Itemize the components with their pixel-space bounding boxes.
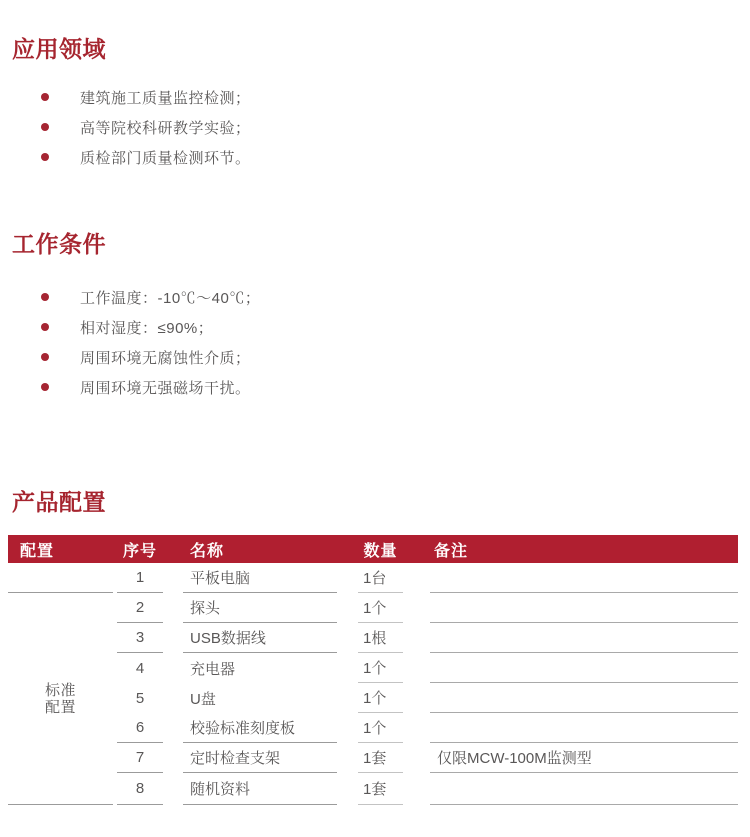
index-cell: 4: [135, 659, 145, 677]
name-cell: 校验标准刻度板: [183, 713, 337, 743]
table-row: [8, 563, 738, 593]
note-cell: [430, 713, 738, 743]
product-configuration-table: [8, 535, 738, 805]
table-header-index: 序号: [122, 542, 157, 560]
bullet-icon: [41, 293, 49, 301]
qty-cell: 1套: [358, 743, 403, 773]
working-conditions-list: [0, 282, 750, 402]
index-cell: 3: [117, 623, 163, 653]
qty-cell: 1根: [358, 623, 403, 653]
index-cell: 1: [117, 563, 163, 593]
list-item-text: 周围环境无腐蚀性介质；: [80, 349, 251, 367]
bullet-icon: [41, 153, 49, 161]
qty-cell: 1个: [358, 653, 403, 683]
note-cell: [430, 593, 738, 623]
config-group-line1: 标准: [44, 682, 76, 699]
note-cell: [430, 563, 738, 593]
list-item: [0, 312, 750, 342]
qty-cell: 1个: [358, 713, 403, 743]
bullet-icon: [41, 93, 49, 101]
table-header-name: 名称: [190, 542, 225, 560]
index-cell: 2: [117, 593, 163, 623]
note-cell: [430, 623, 738, 653]
section-title-product-configuration: 产品配置: [12, 489, 106, 515]
list-item-text: 周围环境无强磁场干扰。: [80, 379, 251, 397]
qty-cell: 1套: [358, 773, 403, 805]
name-cell: 随机资料: [183, 773, 337, 805]
table-row: [8, 743, 738, 773]
table-header-note: 备注: [434, 542, 469, 560]
note-cell: [430, 683, 738, 713]
table-row: [8, 683, 738, 713]
note-cell: [430, 773, 738, 805]
config-cell: [8, 563, 113, 593]
name-cell: 探头: [183, 593, 337, 623]
list-item: [0, 142, 750, 172]
list-item: [0, 112, 750, 142]
table-row: [8, 653, 738, 683]
name-cell: 定时检查支架: [183, 743, 337, 773]
list-item-text: 相对湿度：≤90%；: [80, 319, 214, 337]
table-row: [8, 623, 738, 653]
list-item: [0, 372, 750, 402]
list-item: [0, 282, 750, 312]
bullet-icon: [41, 383, 49, 391]
name-cell: 充电器: [190, 660, 236, 678]
section-title-application-areas: 应用领域: [12, 36, 106, 62]
bullet-icon: [41, 123, 49, 131]
index-cell: 8: [117, 773, 163, 805]
note-cell: [430, 653, 738, 683]
list-item-text: 高等院校科研教学实验；: [80, 119, 251, 137]
bullet-icon: [41, 323, 49, 331]
index-cell: 5: [135, 689, 145, 707]
application-areas-list: [0, 82, 750, 172]
qty-cell: 1个: [358, 593, 403, 623]
bullet-icon: [41, 353, 49, 361]
config-group-label: [8, 593, 113, 805]
index-cell: 7: [117, 743, 163, 773]
table-header-qty: 数量: [363, 542, 398, 560]
list-item-text: 建筑施工质量监控检测；: [80, 89, 251, 107]
note-cell: 仅限MCW-100M监测型: [430, 743, 738, 773]
table-header-config: 配置: [20, 542, 55, 560]
list-item-text: 质检部门质量检测环节。: [80, 149, 251, 167]
table-row: [8, 593, 738, 623]
index-cell: 6: [117, 713, 163, 743]
section-title-working-conditions: 工作条件: [12, 231, 106, 257]
list-item-text: 工作温度：-10℃～40℃；: [80, 289, 261, 307]
table-row: [8, 773, 738, 805]
table-row: [8, 713, 738, 743]
qty-cell: 1台: [358, 563, 403, 593]
name-cell: 平板电脑: [183, 563, 337, 593]
table-header-row: [8, 535, 738, 563]
list-item: [0, 82, 750, 112]
list-item: [0, 342, 750, 372]
qty-cell: 1个: [358, 683, 403, 713]
config-group-line2: 配置: [44, 699, 76, 716]
name-cell: U盘: [190, 690, 216, 708]
name-cell: USB数据线: [183, 623, 337, 653]
